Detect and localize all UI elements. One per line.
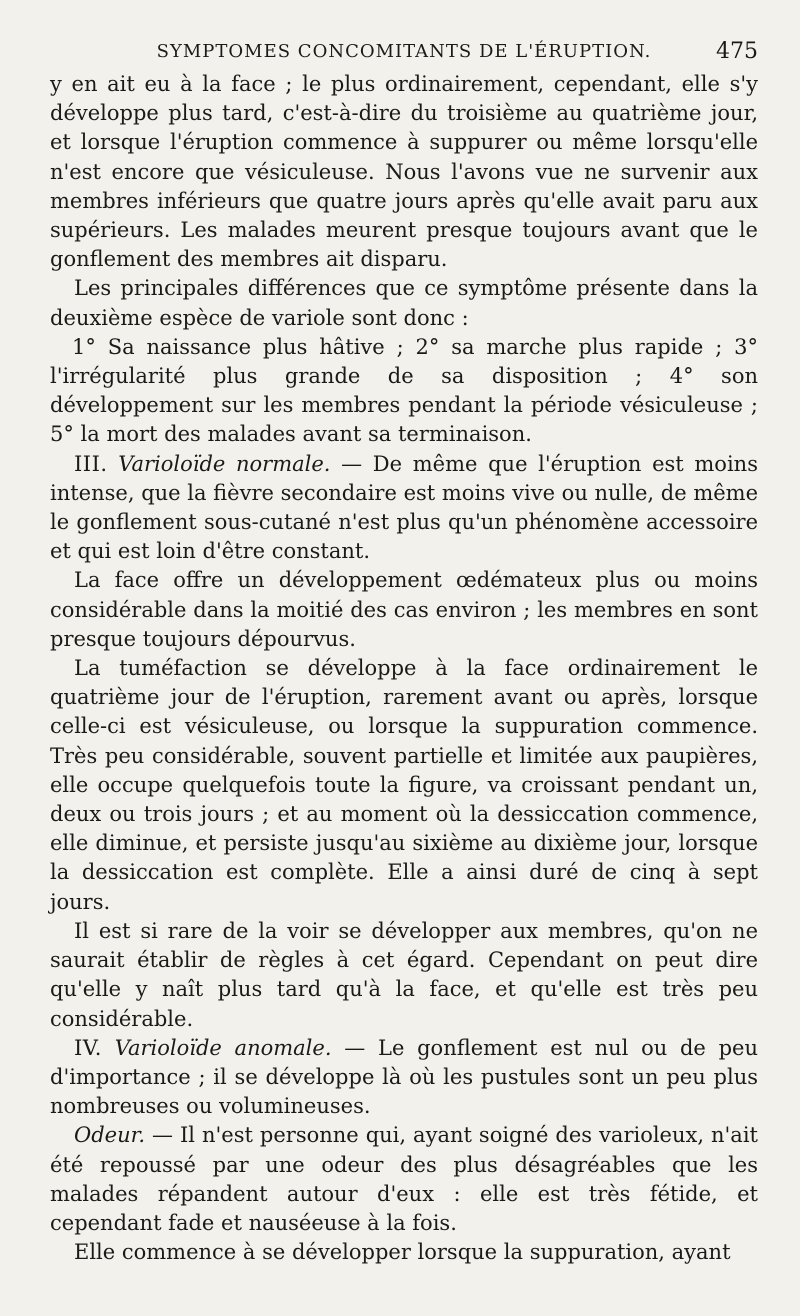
running-head: SYMPTOMES CONCOMITANTS DE L'ÉRUPTION. bbox=[156, 41, 652, 62]
section-title: Varioloïde anomale. bbox=[114, 1035, 332, 1060]
paragraph-face: La face offre un développement œdémateux plus ou moins considérable dans la moitié des cas environ ; les membres en sont presque toujours dépourvus. bbox=[50, 568, 758, 651]
paragraph-odeur bbox=[50, 1121, 758, 1238]
paragraph-differences-intro: Les principales différences que ce symptôme présente dans la deuxième espèce de variole sont donc : bbox=[50, 276, 758, 330]
section-number: III. bbox=[74, 451, 108, 476]
section-text: — De même que l'éruption est moins intense, que la fièvre secondaire est moins vive ou nulle, de même le gonflement sous-cutané n'est plus qu'un phénomène accessoire et qui est loin d'être constant. bbox=[50, 451, 759, 564]
paragraph-varioloide-anomale bbox=[50, 1034, 758, 1122]
section-text: — Il n'est personne qui, ayant soigné des varioleux, n'ait été repoussé par une odeur des plus désagréables que les malades répandent autour d'eux : elle est très fétide, et cependant fade et nauséeuse à la fois. bbox=[50, 1123, 758, 1235]
section-title: Varioloïde normale. bbox=[118, 451, 331, 476]
paragraph-differences-list: 1° Sa naissance plus hâtive ; 2° sa marche plus rapide ; 3° l'irrégularité plus grande de sa disposition ; 4° son développement sur les membres pendant la période vésiculeuse ; 5° la mort des malades avant sa terminaison. bbox=[50, 334, 758, 447]
paragraph-continuation: y en ait eu à la face ; le plus ordinairement, cependant, elle s'y développe plus tard, c'est-à-dire du troisième au quatrième jour, et lorsque l'éruption commence à suppurer ou même lorsqu'elle n'est encore que vésiculeuse. Nous l'avons vue ne survenir aux membres inférieurs que quatre jours après qu'elle avait paru aux supérieurs. Les malades meurent presque toujours avant que le gonflement des membres ait disparu. bbox=[50, 72, 758, 272]
section-number: IV. bbox=[74, 1035, 102, 1060]
section-text: — Le gonflement est nul ou de peu d'importance ; il se développe là où les pustules sont un peu plus nombreuses ou volumineuses. bbox=[50, 1035, 758, 1119]
section-title: Odeur. bbox=[74, 1123, 146, 1148]
paragraph-membres: Il est si rare de la voir se développer aux membres, qu'on ne saurait établir de règles à cet égard. Cependant on peut dire qu'elle y naît plus tard qu'à la face, et qu'elle est très peu considérable. bbox=[50, 918, 758, 1031]
page-header bbox=[50, 34, 758, 70]
paragraph-last: Elle commence à se développer lorsque la suppuration, ayant bbox=[74, 1240, 731, 1265]
body-text bbox=[50, 70, 758, 1267]
paragraph-tumefaction: La tuméfaction se développe à la face ordinairement le quatrième jour de l'éruption, rarement avant ou après, lorsque celle-ci est vésiculeuse, ou lorsque la suppuration commence. Très peu considérable, souvent partielle et limitée aux paupières, elle occupe quelquefois toute la figure, va croissant pendant un, deux ou trois jours ; et au moment où la dessiccation commence, elle diminue, et persiste jusqu'au sixième au dixième jour, lorsque la dessiccation est complète. Elle a ainsi duré de cinq à sept jours. bbox=[50, 656, 758, 914]
page-number: 475 bbox=[716, 39, 758, 64]
paragraph-varioloide-normale bbox=[50, 450, 758, 567]
